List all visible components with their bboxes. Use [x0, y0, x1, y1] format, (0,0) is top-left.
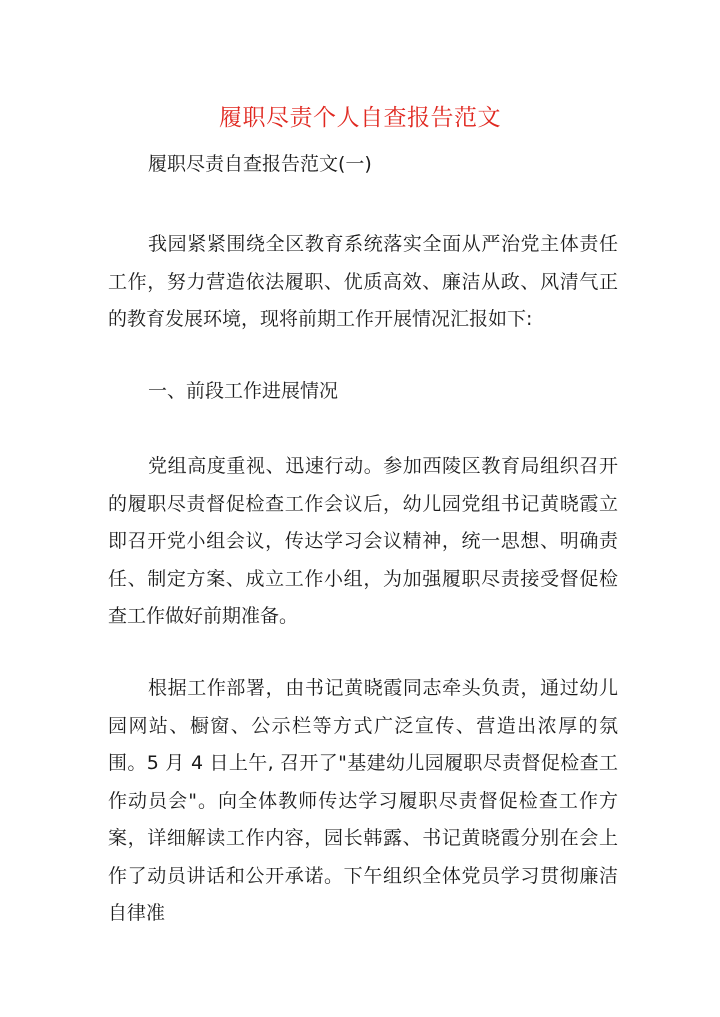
intro-paragraph: 我园紧紧围绕全区教育系统落实全面从严治党主体责任工作，努力营造依法履职、优质高效、廉洁从政、风清气正的教育发展环境，现将前期工作开展情况汇报如下: — [108, 233, 618, 330]
document-subtitle: 履职尽责自查报告范文(一) — [148, 153, 372, 175]
section-heading: 一、前段工作进展情况 — [148, 380, 339, 402]
body-paragraph-3: 根据工作部署，由书记黄晓霞同志牵头负责，通过幼儿园网站、橱窗、公示栏等方式广泛宣传、营造出浓厚的氛围。5 月 4 日上午, 召开了"基建幼儿园履职尽责督促检查工作动员会"。向全体教师传达学习履职尽责督促检查工作方案，详细解读工作内容，园长韩露、书记黄晓霞分别在会上作了动员讲话和公开承诺。下午组织全体党员学习贯彻廉洁自律准 — [108, 677, 618, 924]
document-title: 履职尽责个人自查报告范文 — [219, 105, 501, 131]
body-paragraph-2: 党组高度重视、迅速行动。参加西陵区教育局组织召开的履职尽责督促检查工作会议后，幼儿园党组书记黄晓霞立即召开党小组会议，传达学习会议精神，统一思想、明确责任、制定方案、成立工作小组，为加强履职尽责接受督促检查工作做好前期准备。 — [108, 455, 618, 627]
